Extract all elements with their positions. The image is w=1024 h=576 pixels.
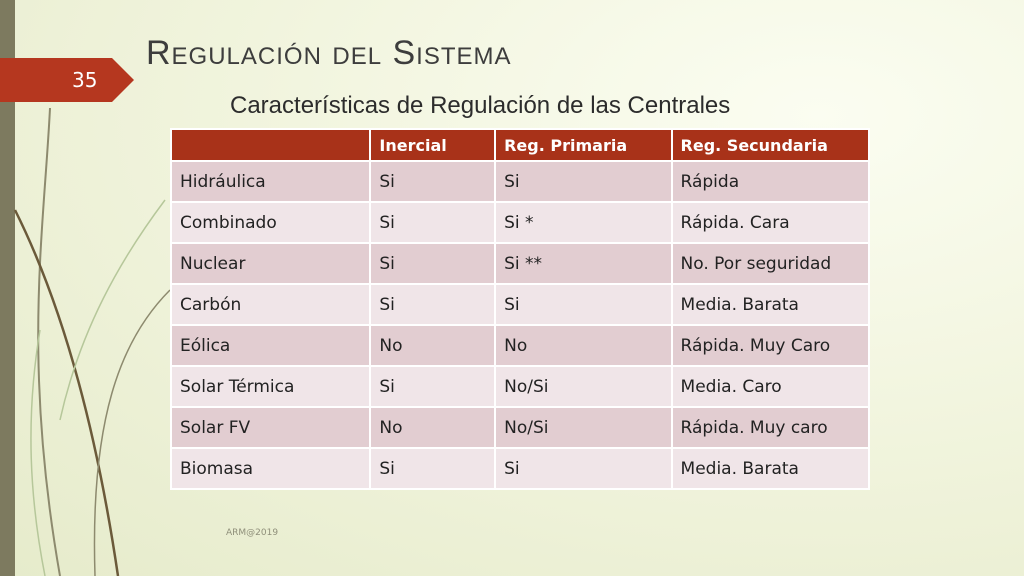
table-row	[171, 366, 869, 407]
primaria-cell: Si **	[495, 243, 671, 284]
secundaria-cell: Media. Caro	[672, 366, 869, 407]
plant-type-cell: Carbón	[171, 284, 370, 325]
table-row	[171, 448, 869, 489]
primaria-cell: Si	[495, 161, 671, 202]
secundaria-cell: Rápida. Cara	[672, 202, 869, 243]
primaria-cell: No	[495, 325, 671, 366]
slide-subtitle: Características de Regulación de las Centrales	[230, 92, 731, 119]
inercial-cell: No	[370, 407, 495, 448]
table-row	[171, 284, 869, 325]
table-row	[171, 325, 869, 366]
table-row	[171, 161, 869, 202]
primaria-cell: Si	[495, 448, 671, 489]
slide-title: Regulación del Sistema	[146, 34, 512, 72]
inercial-cell: Si	[370, 243, 495, 284]
inercial-cell: Si	[370, 366, 495, 407]
footer-credit: ARM@2019	[226, 528, 279, 538]
plant-type-cell: Solar FV	[171, 407, 370, 448]
plant-type-cell: Nuclear	[171, 243, 370, 284]
primaria-cell: No/Si	[495, 366, 671, 407]
slide-number-tab	[0, 58, 134, 102]
secundaria-cell: Rápida. Muy Caro	[672, 325, 869, 366]
plant-type-cell: Biomasa	[171, 448, 370, 489]
secundaria-cell: No. Por seguridad	[672, 243, 869, 284]
plant-type-cell: Hidráulica	[171, 161, 370, 202]
primaria-cell: Si	[495, 284, 671, 325]
table-row	[171, 243, 869, 284]
header-reg-secundaria: Reg. Secundaria	[672, 129, 869, 161]
primaria-cell: No/Si	[495, 407, 671, 448]
table-row	[171, 407, 869, 448]
inercial-cell: Si	[370, 161, 495, 202]
secundaria-cell: Rápida. Muy caro	[672, 407, 869, 448]
secundaria-cell: Media. Barata	[672, 448, 869, 489]
slide-number: 35	[72, 68, 98, 92]
header-cell-empty	[171, 129, 370, 161]
plant-type-cell: Combinado	[171, 202, 370, 243]
table-row	[171, 202, 869, 243]
header-inercial: Inercial	[370, 129, 495, 161]
inercial-cell: Si	[370, 448, 495, 489]
inercial-cell: No	[370, 325, 495, 366]
secundaria-cell: Rápida	[672, 161, 869, 202]
table-header-row	[171, 129, 869, 161]
plant-type-cell: Eólica	[171, 325, 370, 366]
inercial-cell: Si	[370, 284, 495, 325]
secundaria-cell: Media. Barata	[672, 284, 869, 325]
regulation-table	[170, 128, 870, 490]
primaria-cell: Si *	[495, 202, 671, 243]
inercial-cell: Si	[370, 202, 495, 243]
header-reg-primaria: Reg. Primaria	[495, 129, 671, 161]
plant-type-cell: Solar Térmica	[171, 366, 370, 407]
